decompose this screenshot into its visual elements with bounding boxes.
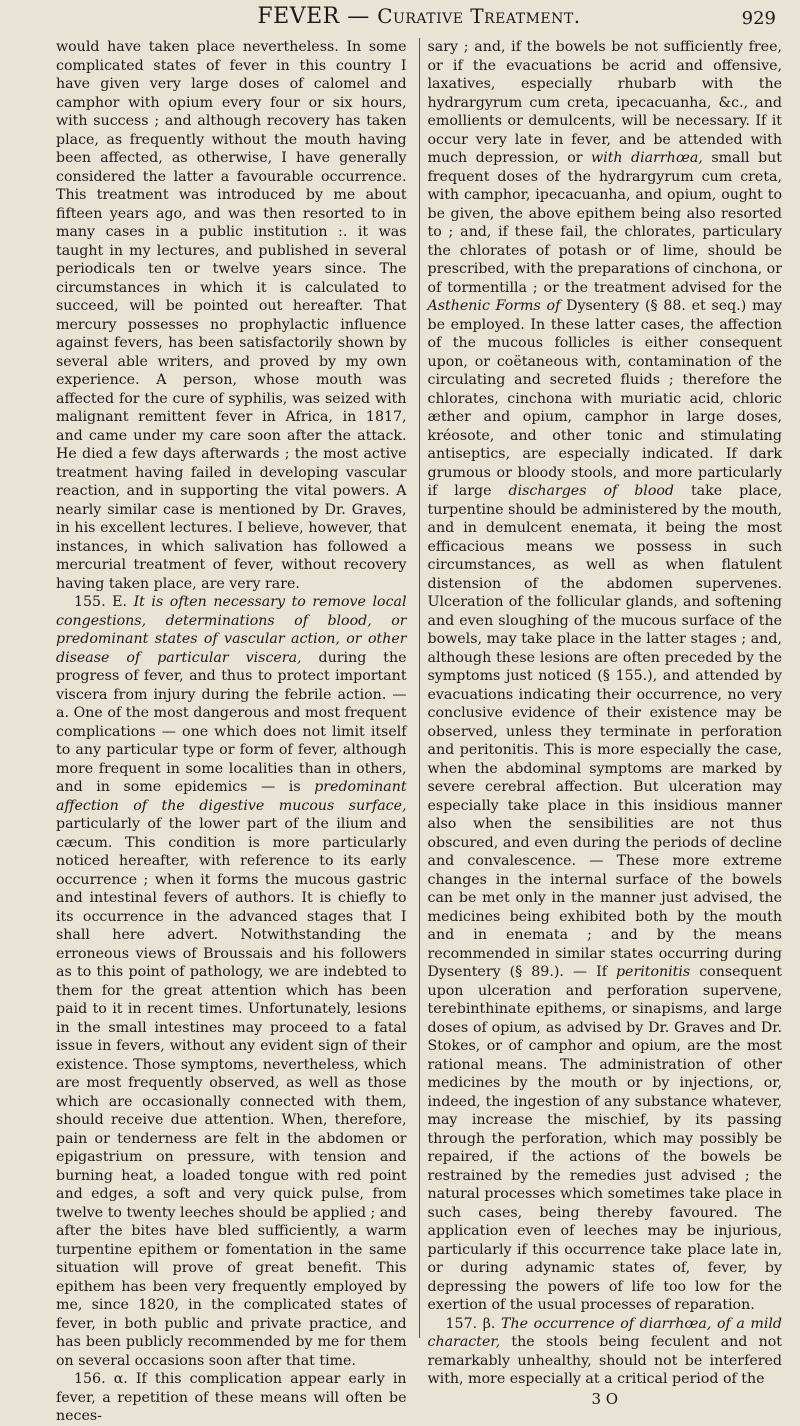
section-157-rest: the stools being feculent and not remarkably unhealthy, should not be interfered with, more especially at a critical period of the (427, 1334, 782, 1387)
signature-mark: 3 O (591, 1389, 619, 1408)
emphasis-discharges-of-blood: discharges of blood (508, 483, 674, 499)
page-number: 929 (741, 8, 776, 29)
text-run: take place, turpentine should be administered by the mouth, and in demulcent enemata, it being the most efficacious means we possess in such circumstances, as well as when flatulent distension of the abdomen supervenes. Ulceration of the follicular glands, and softening and even sloughing of the mucous surface of the bowels, may take place in the latter stages ; and, although these lesions are often preceded by the symptoms just noticed (§ 155.), and attended by evacuations indicating their occurrence, no very conclusive evidence of their existence may be observed, unless they terminate in perforation and peritonitis. This is more especially the case, when the abdominal symptoms are marked by severe cerebral affection. But ulceration may especially take place in this insidious manner also when the sensibilities are not thus obscured, and even during the periods of decline and convalescence. — These more extreme changes in the internal surface of the bowels can be met only in the manner just advised, the medicines being exhibited both by the mouth and in enemata ; and by the means recommended in similar states occurring during Dysentery (§ 89.). — If (427, 483, 782, 980)
paragraph-156-continued (428, 38, 782, 1315)
section-155-body: during the progress of fever, and thus to protect important viscera from injury during the febrile action. — a. One of the most dangerous and most frequent complications — one which does not limit itself to any particular type or form of fever, although more frequent in some localities than in others, and in some epidemics — is (56, 649, 407, 795)
running-title-dash: — (347, 4, 370, 29)
running-title (56, 4, 782, 29)
section-number-155: 155. E. (74, 594, 128, 610)
text-run: consequent upon ulceration and perforation supervene, terebinthinate epithems, or sinapisms, and large doses of opium, as advised by Dr. Graves and Dr. Stokes, or of camphor and opium, are the most rational means. The administration of other medicines by the mouth or by injections, or, indeed, the ingestion of any substance whatever, may increase the mischief, by its passing through the perforation, which may possibly be repaired, if the actions of the bowels be restrained by the remedies just advised ; the natural processes which sometimes take place in such cases, being thereby favoured. The application even of leeches may be injurious, particularly if this occurrence take place late in, or during adynamic states of, fever, by depressing the powers of life too low for the exertion of the usual processes of reparation. (427, 964, 782, 1313)
section-number-157: 157. β. (445, 1315, 496, 1332)
section-155-rest: particularly of the lower part of the ilium and cæcum. This condition is more particularly noticed hereafter, with reference to its early occurrence ; when it forms the mucous gastric and intestinal fevers of authors. It is chiefly to its occurrence in the advanced stages that I shall here advert. Notwithstanding the erroneous views of Broussais and his followers as to this point of pathology, we are indebted to them for the great attention which has been paid to it in recent times. Unfortunately, lesions in the small intestines may proceed to a fatal issue in fevers, without any evident sign of their existence. Those symptoms, nevertheless, which are most frequently observed, as well as those which are occasionally connected with them, should receive due attention. When, therefore, pain or tenderness are felt in the abdomen or epigastrium on pressure, with tension and burning heat, a loaded tongue with red point and edges, a soft and very quick pulse, from twelve to twenty leeches should be applied ; and after the bites have bled sufficiently, a warm turpentine epithem or fomentation in the same situation will prove of great benefit. This epithem has been very frequently employed by me, since 1820, in the complicated states of fever, in both public and private practice, and has been publicly recommended by me for them on several occasions soon after that time. (56, 816, 407, 1369)
text-run: small but frequent doses of the hydrargyrum cum creta, with camphor, ipecacuanha, and opium, ought to be given, the above epithem being also resorted to ; and, if these fail, the chlorates, particulary the chlorates of potash or of lime, should be prescribed, with the preparations of cinchona, or of tormentilla ; or the treatment advised for the (427, 150, 783, 296)
paragraph-157 (428, 1315, 782, 1389)
running-head (56, 4, 782, 38)
right-column (426, 38, 783, 1408)
column-divider (419, 38, 420, 1338)
paragraph-mercury: would have taken place nevertheless. In some complicated states of fever in this country I have given very large doses of calomel and camphor with opium every four or six hours, with success ; and although recovery has taken place, as frequently without the mouth having been affected, as otherwise, I have generally considered the latter a favourable occurrence. This treatment was introduced by me about fifteen years ago, and was then resorted to in many cases in a public institution :. it was taught in my lectures, and published in several periodicals ten or twelve years since. The circumstances in which it is calculated to succeed, will be pointed out hereafter. That mercury possesses no prophylactic influence against fevers, has been satisfactorily shown by several able writers, and proved by my own experience. A person, whose mouth was affected for the cure of syphilis, was seized with malignant remittent fever in Africa, in 1817, and came under my care soon after the attack. He died a few days afterwards ; the most active treatment having failed in developing vascular reaction, and in supporting the vital powers. A nearly similar case is mentioned by Dr. Graves, in his excellent lectures. I believe, however, that instances, in which salivation has followed a mercurial treatment of fever, without recovery having taken place, are very rare. (56, 39, 407, 592)
section-155-lead: It is often necessary to remove local congestions, determinations of blood, or predominant states of vascular action, or other disease of particular viscera, (56, 594, 407, 666)
two-column-body (56, 38, 783, 1424)
running-title-fever: FEVER (257, 4, 340, 29)
text-run: sary ; and, if the bowels be not sufficiently free, or if the evacuations be acrid and offensive, laxatives, especially rhubarb with the hydrargyrum cum creta, ipecacuanha, &c., and emollients or demulcents, will be necessary. If it occur very late in fever, and be attended with much depression, or (427, 39, 782, 166)
running-title-subject: Curative Treatment. (377, 4, 581, 28)
section-155-emphasis: predominant affection of the digestive mucous surface, (56, 779, 407, 814)
section-157-emphasis: The occurrence of diarrhœa, of a mild character, (427, 1315, 783, 1350)
paragraph-156: 156. α. If this complication appear early in fever, a repetition of these means will often be neces- (56, 1371, 407, 1424)
emphasis-diarrhoea: with diarrhœa, (591, 150, 703, 166)
emphasis-peritonitis: peritonitis (615, 964, 691, 980)
left-column (56, 38, 413, 1424)
paragraph-155 (56, 593, 407, 1370)
emphasis-asthenic-forms: Asthenic Forms of (427, 298, 561, 314)
text-run: Dysentery (§ 88. et seq.) may be employed. In these latter cases, the affection of the mucous follicles is either consequent upon, or coëtaneous with, contamination of the circulating and secreted fluids ; therefore the chlorates, cinchona with muriatic acid, chloric æther and opium, camphor in large doses, kréosote, and other tonic and stimulating antiseptics, are especially indicated. If dark grumous or bloody stools, and more particularly if large (427, 298, 782, 499)
